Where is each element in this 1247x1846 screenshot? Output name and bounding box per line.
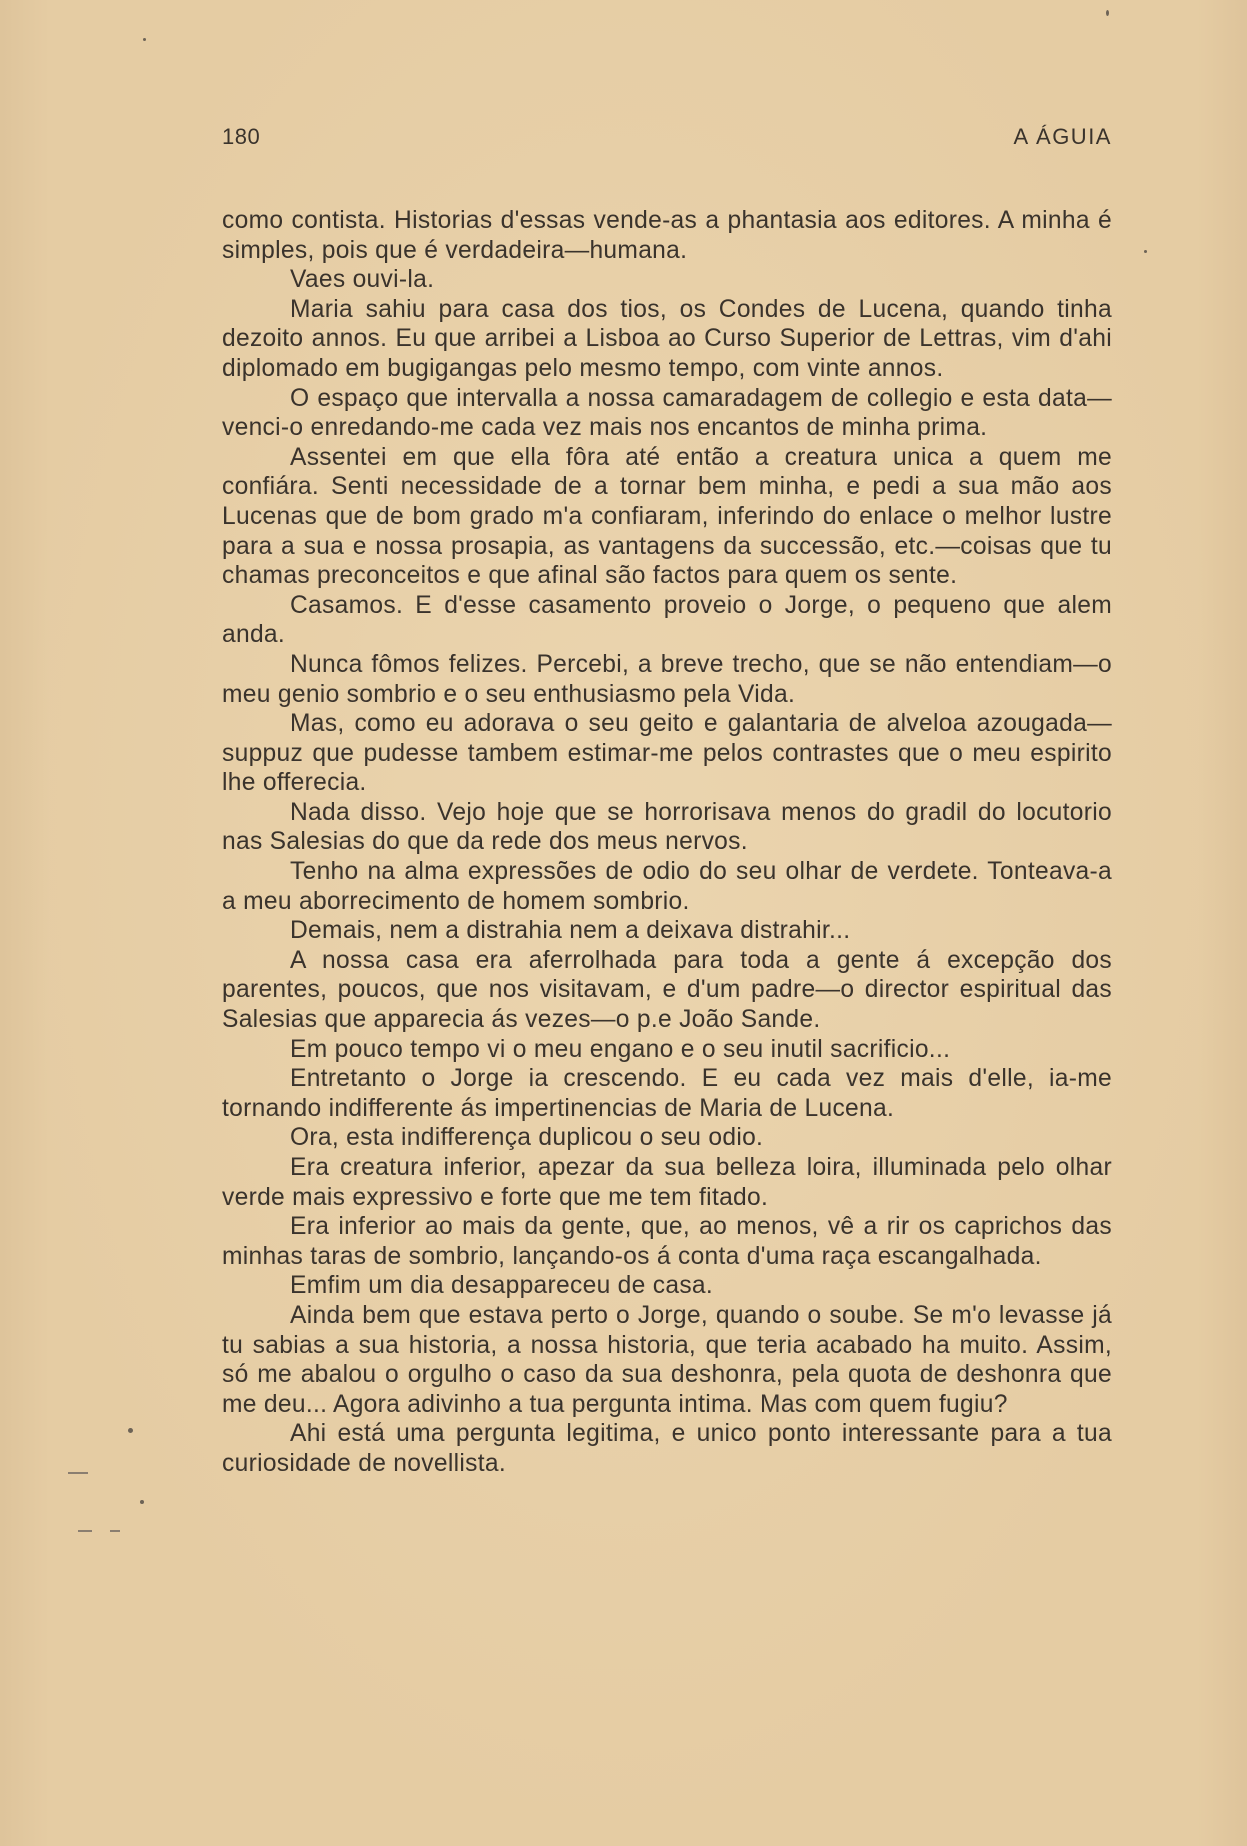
paragraph: Demais, nem a distrahia nem a deixava distrahir...: [290, 917, 851, 945]
margin-mark: [110, 1530, 120, 1532]
paragraph: Vaes ouvi-la.: [290, 266, 435, 294]
paragraph: Maria sahiu para casa dos tios, os Condes de Lucena, quando tinha dezoito annos. Eu que arribei a Lisboa ao Curso Superior de Lettras, vim d'ahi diplomado em bugigangas pelo mesmo tempo, com vinte annos.: [222, 295, 1112, 382]
paragraph: O espaço que intervalla a nossa camaradagem de collegio e esta data—venci-o enredando-me cada vez mais nos encantos de minha prima.: [222, 384, 1112, 442]
paragraph: Nada disso. Vejo hoje que se horrorisava menos do gradil do locutorio nas Salesias do que da rede dos meus nervos.: [222, 798, 1112, 856]
paragraph: A nossa casa era aferrolhada para toda a gente á excepção dos parentes, poucos, que nos visitavam, e d'um padre—o director espiritual das Salesias que apparecia ás vezes—o p.e João Sande.: [222, 946, 1112, 1034]
paragraph: Casamos. E d'esse casamento proveio o Jorge, o pequeno que alem anda.: [222, 591, 1112, 649]
paper-speck: [143, 38, 146, 41]
paper-speck: [1106, 10, 1109, 16]
paper-speck: [128, 1428, 133, 1433]
paragraph: Ora, esta indifferença duplicou o seu odio.: [290, 1124, 764, 1152]
paragraph: Ahi está uma pergunta legitima, e unico ponto interessante para a tua curiosidade de novellista.: [222, 1420, 1112, 1477]
paragraph: Assentei em que ella fôra até então a creatura unica a quem me confiára. Senti necessidade de a tornar bem minha, e pedi a sua mão aos Lucenas que de bom grado m'a confiaram, inferindo do enlace o melhor lustre para a sua e nossa prosapia, as vantagens da successão, etc.—coisas que tu chamas preconceitos e que afinal são factos para quem os sente.: [222, 443, 1112, 590]
paragraph: Tenho na alma expressões de odio do seu olhar de verdete. Tonteava-a a meu aborrecimento de homem sombrio.: [222, 858, 1112, 915]
paper-speck: [140, 1500, 144, 1504]
paragraph: Em pouco tempo vi o meu engano e o seu inutil sacrificio...: [290, 1035, 951, 1063]
body-text: [222, 206, 1112, 1479]
paragraph: Nunca fômos felizes. Percebi, a breve trecho, que se não entendiam—o meu genio sombrio e o seu enthusiasmo pela Vida.: [222, 650, 1112, 708]
paragraph: Era inferior ao mais da gente, que, ao menos, vê a rir os caprichos das minhas taras de sombrio, lançando-os á conta d'uma raça escangalhada.: [222, 1213, 1112, 1270]
paragraph: Era creatura inferior, apezar da sua belleza loira, illuminada pelo olhar verde mais expressivo e forte que me tem fitado.: [222, 1154, 1112, 1211]
paragraph: como contista. Historias d'essas vende-as a phantasia aos editores. A minha é simples, pois que é verdadeira—humana.: [222, 207, 1112, 264]
margin-mark: [68, 1472, 88, 1474]
running-header: [222, 124, 1112, 154]
paragraph: Mas, como eu adorava o seu geito e galantaria de alveloa azougada—suppuz que pudesse tambem estimar-me pelos contrastes que o meu espirito lhe offerecia.: [222, 710, 1112, 797]
paragraph: Ainda bem que estava perto o Jorge, quando o soube. Se m'o levasse já tu sabias a sua historia, a nossa historia, que teria acabado ha muito. Assim, só me abalou o orgulho o caso da sua deshonra, pela quota de deshonra que me deu... Agora adivinho a tua pergunta intima. Mas com quem fugiu?: [222, 1301, 1112, 1418]
margin-mark: [78, 1530, 92, 1532]
page-number: 180: [222, 124, 261, 149]
paragraph: Entretanto o Jorge ia crescendo. E eu cada vez mais d'elle, ia-me tornando indifferente ás impertinencias de Maria de Lucena.: [222, 1065, 1112, 1122]
paper-speck: [1144, 250, 1147, 253]
paragraph: Emfim um dia desappareceu de casa.: [290, 1272, 714, 1300]
journal-title: A ÁGUIA: [1013, 124, 1112, 149]
